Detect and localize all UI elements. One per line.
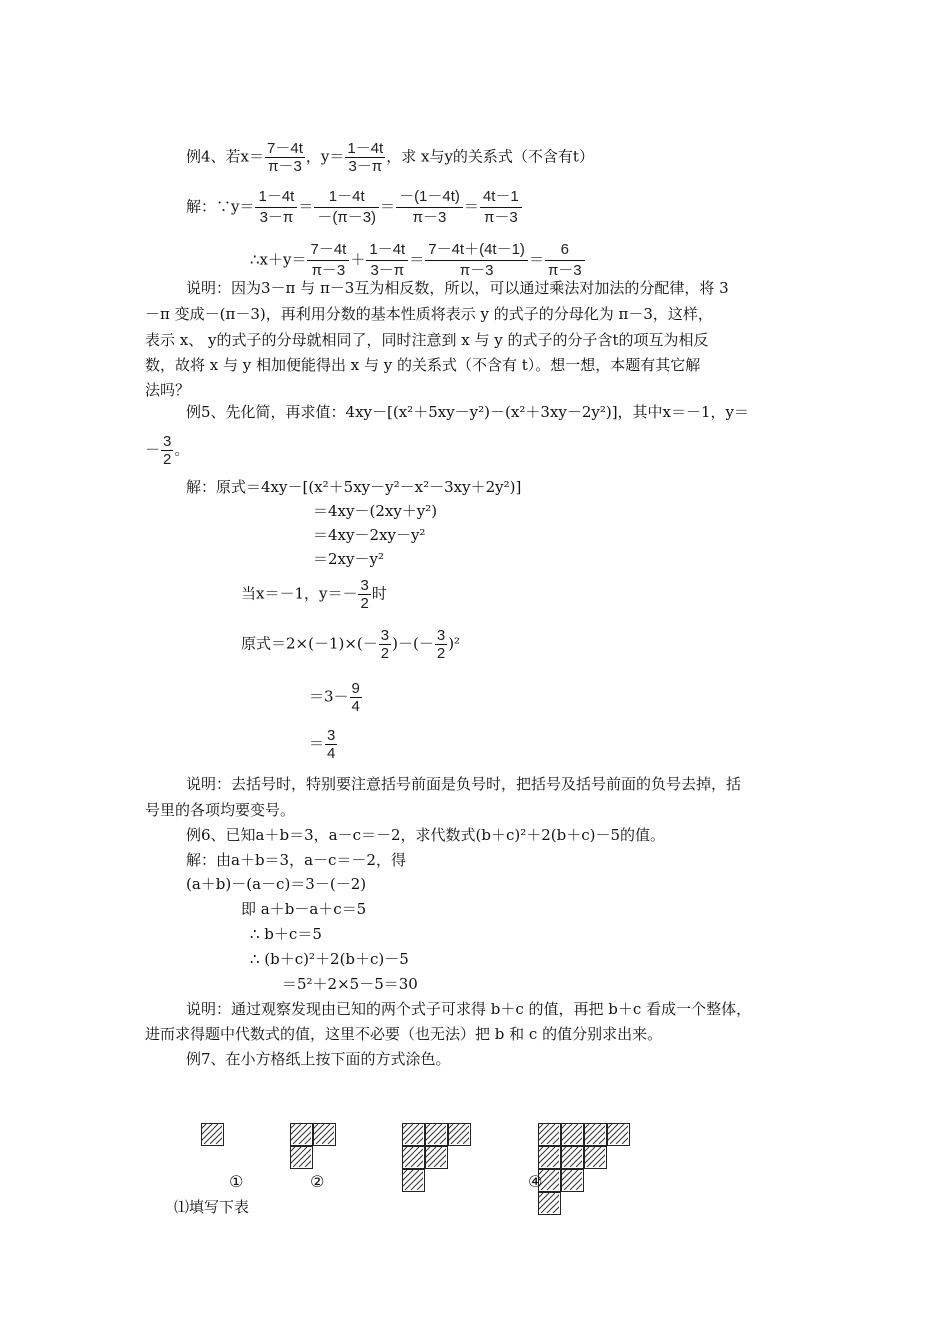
ex5-title: 例5、先化简，再求值：4xy－[(x²＋5xy－y²)－(x²＋3xy－2y²)]，其中x＝－1，y＝ xyxy=(186,403,750,421)
ex4-note-line: 法吗？ xyxy=(145,381,191,399)
ex6-line: ＝5²＋2×5－5＝30 xyxy=(282,975,418,993)
hatched-square xyxy=(584,1146,607,1169)
hatched-square xyxy=(313,1123,336,1146)
hatched-square xyxy=(402,1123,425,1146)
ex6-line: ∴ b＋c＝5 xyxy=(250,925,322,943)
hatched-square xyxy=(538,1192,561,1215)
ex5-solution-line: ＝4xy－(2xy＋y²) xyxy=(313,502,438,520)
ex6-note-line: 说明：通过观察发现由已知的两个式子可求得 b＋c 的值，再把 b＋c 看成一个整体， xyxy=(186,1000,752,1018)
hatched-square xyxy=(290,1146,313,1169)
ex5-note-line: 说明：去括号时，特别要注意括号前面是负号时，把括号及括号前面的负号去掉，括 xyxy=(186,775,742,793)
hatched-square xyxy=(290,1123,313,1146)
hatched-square xyxy=(425,1146,448,1169)
ex5-title-cont: － $\frac{3}{2}$ 。 xyxy=(145,433,190,468)
hatched-square xyxy=(561,1123,584,1146)
ex5-original: 原式＝2×(－1)×(－ $\frac{3}{2}$ )－(－ $\frac{3}{2}$ )² xyxy=(241,627,461,662)
ex6-note-line: 进而求得题中代数式的值，这里不必要（也无法）把 b 和 c 的值分别求出来。 xyxy=(145,1025,663,1043)
ex4-solution-y: 解：∵y＝ $\frac{1-4t}{3-\pi}$ ＝ $\frac{1-4t}{-(\pi-3)}$ ＝ $\frac{-(1-4t)}{\pi-3}$ ＝ $\frac{4t-1}{\pi-3}$ xyxy=(186,187,523,228)
ex5-solution-line: ＝4xy－2xy－y² xyxy=(313,526,426,544)
ex5-when: 当x＝－1，y＝－ $\frac{3}{2}$ 时 xyxy=(241,577,387,612)
hatched-square xyxy=(425,1123,448,1146)
ex4-note-line: 表示 x、 y的式子的分母就相同了，同时注意到 x 与 y 的式子的分子含t的项互为相反 xyxy=(145,331,709,349)
ex7-fill-table: ⑴填写下表 xyxy=(174,1198,250,1216)
ex5-result-2: ＝ $\frac{3}{4}$ xyxy=(309,727,336,762)
figure-label-2: ② xyxy=(310,1172,325,1191)
ex7-title: 例7、在小方格纸上按下面的方式涂色。 xyxy=(186,1050,451,1068)
ex6-line: 例6、已知a＋b＝3，a－c＝－2，求代数式(b＋c)²＋2(b＋c)－5的值。 xyxy=(186,826,666,844)
hatched-square xyxy=(538,1146,561,1169)
hatched-square xyxy=(402,1146,425,1169)
ex6-line: (a＋b)－(a－c)＝3－(－2) xyxy=(186,875,367,893)
ex5-solution-line: 解：原式＝4xy－[(x²＋5xy－y²－x²－3xy＋2y²)] xyxy=(186,478,522,496)
ex4-note-line: －π 变成－(π－3)，再利用分数的基本性质将表示 y 的式子的分母化为 π－3，这样， xyxy=(145,305,713,323)
ex4-title: 例4、若x＝ $\frac{7-4t}{\pi-3}$ ，y＝ $\frac{1-4t}{3-\pi}$ ，求 x与y的关系式（不含有t） xyxy=(186,140,594,175)
hatched-square xyxy=(584,1123,607,1146)
ex4-note-line: 说明：因为3－π 与 π－3互为相反数，所以，可以通过乘法对加法的分配律，将 3 xyxy=(186,279,729,297)
ex6-line: 即 a＋b－a＋c＝5 xyxy=(241,900,367,918)
hatched-square xyxy=(561,1146,584,1169)
hatched-square xyxy=(448,1123,471,1146)
hatched-square xyxy=(538,1123,561,1146)
ex5-solution-line: ＝2xy－y² xyxy=(313,550,384,568)
ex6-line: ∴ (b＋c)²＋2(b＋c)－5 xyxy=(250,950,409,968)
ex6-line: 解：由a＋b＝3，a－c＝－2，得 xyxy=(186,851,406,869)
figure-label-4: ④ xyxy=(528,1172,543,1191)
ex5-result-1: ＝3－ $\frac{9}{4}$ xyxy=(309,680,360,715)
hatched-square xyxy=(561,1169,584,1192)
ex5-note-line: 号里的各项均要变号。 xyxy=(145,801,296,819)
figure-label-1: ① xyxy=(229,1172,244,1191)
hatched-square xyxy=(201,1123,224,1146)
ex4-solution-sum: ∴x＋y＝ $\frac{7-4t}{\pi-3}$ ＋ $\frac{1-4t}{3-\pi}$ ＝ $\frac{7-4t+(4t-1)}{\pi-3}$ ＝ $\frac{6}{\pi-3}$ xyxy=(250,240,586,281)
hatched-square xyxy=(607,1123,630,1146)
hatched-square xyxy=(402,1169,425,1192)
ex4-note-line: 数，故将 x 与 y 相加便能得出 x 与 y 的关系式（不含有 t）。想一想，本题有其它解 xyxy=(145,356,701,374)
